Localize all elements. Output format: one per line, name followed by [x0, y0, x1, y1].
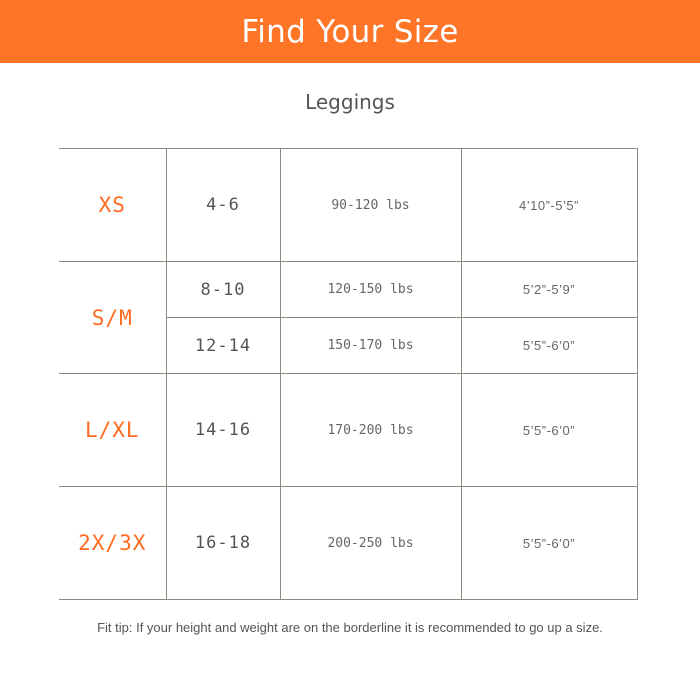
height-range: 5’2”-5’9” [461, 262, 637, 318]
size-label-2x3x: 2X/3X [59, 487, 166, 600]
header-banner [0, 0, 700, 63]
numeric-size: 14-16 [166, 374, 280, 487]
numeric-size: 12-14 [166, 318, 280, 374]
table-row [59, 487, 637, 600]
height-range: 5’5”-6’0” [461, 318, 637, 374]
table-row [59, 374, 637, 487]
numeric-size: 16-18 [166, 487, 280, 600]
height-range: 5’5”-6’0” [461, 487, 637, 600]
height-range: 5’5”-6’0” [461, 374, 637, 487]
weight-range: 120-150 lbs [280, 262, 461, 318]
size-label-sm: S/M [59, 262, 166, 374]
weight-range: 90-120 lbs [280, 149, 461, 262]
size-label-lxl: L/XL [59, 374, 166, 487]
weight-range: 200-250 lbs [280, 487, 461, 600]
page-title: Find Your Size [241, 13, 459, 50]
product-subtitle: Leggings [305, 90, 395, 114]
fit-tip: Fit tip: If your height and weight are on the borderline it is recommended to go up a size. [97, 620, 603, 635]
size-label-xs: XS [59, 149, 166, 262]
table-row [59, 149, 637, 262]
size-chart-table [59, 148, 638, 600]
weight-range: 150-170 lbs [280, 318, 461, 374]
weight-range: 170-200 lbs [280, 374, 461, 487]
numeric-size: 8-10 [166, 262, 280, 318]
numeric-size: 4-6 [166, 149, 280, 262]
table-row [59, 262, 637, 318]
height-range: 4’10”-5’5” [461, 149, 637, 262]
